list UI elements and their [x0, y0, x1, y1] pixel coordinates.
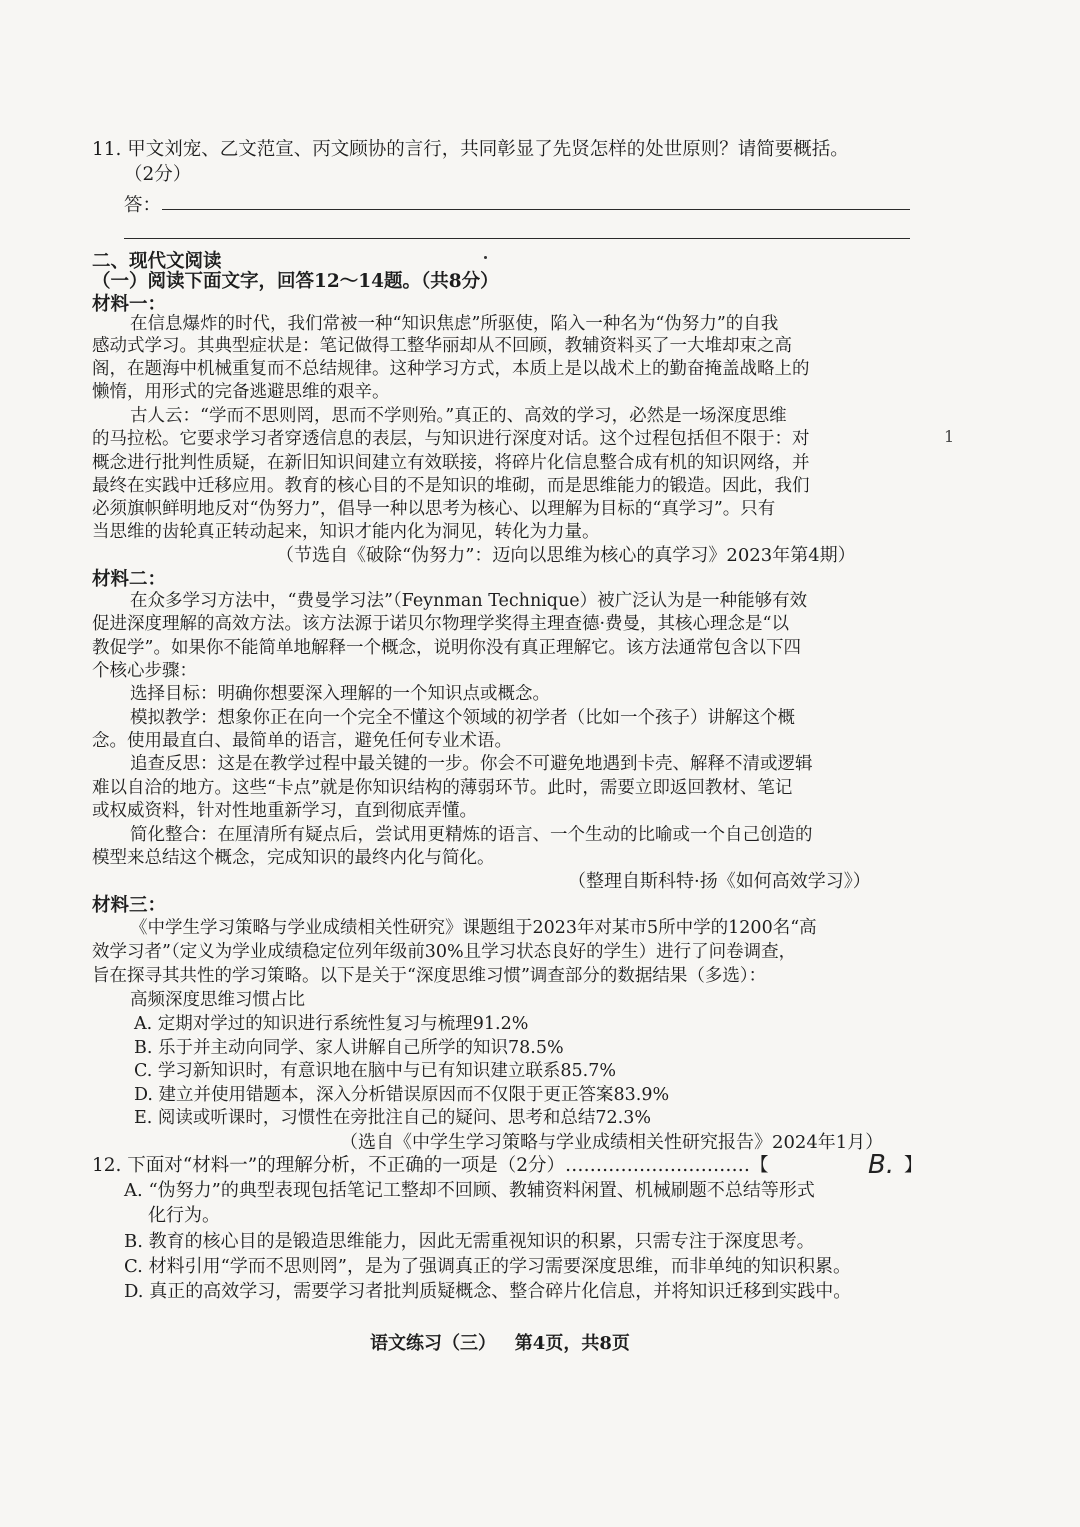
m2-line: 念。使用最直白、最简单的语言，避免任何专业术语。: [92, 731, 512, 751]
m2-line: 个核心步骤：: [92, 661, 197, 681]
m2-line: 模拟教学：想象你正在向一个完全不懂这个领域的初学者（比如一个孩子）讲解这个概: [130, 708, 795, 728]
m3-item: A. 定期对学过的知识进行系统性复习与梳理91.2%: [134, 1014, 529, 1034]
section-subtitle: （一）阅读下面文字，回答12～14题。（共8分）: [92, 271, 499, 292]
q12-option: A. “伪努力”的典型表现包括笔记工整却不回顾、教辅资料闲置、机械刷题不总结等形式: [124, 1180, 815, 1201]
m1-line: 当思维的齿轮真正转动起来，知识才能内化为洞见，转化为力量。: [92, 522, 600, 542]
m1-line: 感动式学习。其典型症状是：笔记做得工整华丽却从不回顾，教辅资料买了一大堆却束之高: [92, 336, 792, 356]
q12-option: B. 教育的核心目的是锻造思维能力，因此无需重视知识的积累，只需专注于深度思考。: [124, 1231, 815, 1252]
m1-line: 在信息爆炸的时代，我们常被一种“知识焦虑”所驱使，陷入一种名为“伪努力”的自我: [130, 314, 779, 334]
material2-label: 材料二：: [92, 569, 167, 590]
page-footer: 语文练习（三） 第4页，共8页: [370, 1333, 630, 1354]
q12-bracket-close: 】: [904, 1155, 923, 1176]
m3-item: E. 阅读或听课时，习惯性在旁批注自己的疑问、思考和总结72.3%: [134, 1108, 651, 1128]
material1-label: 材料一：: [92, 294, 167, 315]
q12-option: 化行为。: [148, 1205, 220, 1226]
m2-line: 模型来总结这个概念，完成知识的最终内化与简化。: [92, 848, 495, 868]
speck: [484, 256, 487, 259]
q12-stem: 12. 下面对“材料一”的理解分析，不正确的一项是（2分）…………………………【: [92, 1155, 769, 1176]
material3-label: 材料三：: [92, 895, 167, 916]
m3-item: B. 乐于并主动向同学、家人讲解自己所学的知识78.5%: [134, 1038, 564, 1058]
m1-line: 概念进行批判性质疑，在新旧知识间建立有效联接，将碎片化信息整合成有机的知识网络，并: [92, 453, 810, 473]
m2-line: 追查反思：这是在教学过程中最关键的一步。你会不可避免地遇到卡壳、解释不清或逻辑: [130, 754, 813, 774]
m2-line: 难以自洽的地方。这些“卡点”就是你知识结构的薄弱环节。此时，需要立即返回教材、笔记: [92, 778, 793, 798]
q11-line2: （2分）: [124, 164, 192, 185]
m1-line: 最终在实践中迁移应用。教育的核心目的不是知识的堆砌，而是思维能力的锻造。因此，我们: [92, 476, 810, 496]
m3-item: C. 学习新知识时，有意识地在脑中与已有知识建立联系85.7%: [134, 1061, 616, 1081]
q12-option: D. 真正的高效学习，需要学习者批判质疑概念、整合碎片化信息，并将知识迁移到实践中。: [124, 1281, 852, 1302]
m1-line: 的马拉松。它要求学习者穿透信息的表层，与知识进行深度对话。这个过程包括但不限于：对: [92, 429, 810, 449]
answer-line-1: [162, 209, 910, 210]
m2-line: 简化整合：在厘清所有疑点后，尝试用更精炼的语言、一个生动的比喻或一个自己创造的: [130, 825, 813, 845]
m1-line: 懒惰，用形式的完备逃避思维的艰辛。: [92, 382, 390, 402]
q11-line1: 11. 甲文刘宠、乙文范宣、丙文顾协的言行，共同彰显了先贤怎样的处世原则？请简要概括。: [92, 139, 849, 160]
handwritten-answer: B.: [868, 1150, 895, 1180]
m3-table-title: 高频深度思维习惯占比: [130, 990, 305, 1010]
section-title: 二、现代文阅读: [92, 251, 222, 272]
m3-item: D. 建立并使用错题本，深入分析错误原因而不仅限于更正答案83.9%: [134, 1085, 670, 1105]
m2-line: 或权威资料，针对性地重新学习，直到彻底弄懂。: [92, 801, 477, 821]
m2-line: 选择目标：明确你想要深入理解的一个知识点或概念。: [130, 684, 550, 704]
m1-line: 古人云：“学而不思则罔，思而不学则殆。”真正的、高效的学习，必然是一场深度思维: [130, 406, 787, 426]
m1-source: （节选自《破除“伪努力”：迈向以思维为核心的真学习》2023年第4期）: [276, 545, 856, 566]
m2-line: 促进深度理解的高效方法。该方法源于诺贝尔物理学奖得主理查德·费曼，其核心理念是“以: [92, 614, 790, 634]
answer-line-2: [124, 238, 910, 239]
q12-option: C. 材料引用“学而不思则罔”，是为了强调真正的学习需要深度思维，而非单纯的知识积累。: [124, 1256, 851, 1277]
m1-line: 必须旗帜鲜明地反对“伪努力”，倡导一种以思考为核心、以理解为目标的“真学习”。只有: [92, 499, 776, 519]
m3-source: （选自《中学生学习策略与学业成绩相关性研究报告》2024年1月）: [340, 1132, 884, 1153]
m3-line: 效学习者”（定义为学业成绩稳定位列年级前30%且学习状态良好的学生）进行了问卷调查，: [92, 942, 797, 962]
margin-mark: 1: [944, 427, 955, 446]
m2-source: （整理自斯科特·扬《如何高效学习》）: [568, 871, 871, 892]
m3-line: 旨在探寻其共性的学习策略。以下是关于“深度思维习惯”调查部分的数据结果（多选）：: [92, 966, 767, 986]
q11-answer-label: 答：: [124, 195, 162, 216]
m2-line: 教促学”。如果你不能简单地解释一个概念，说明你没有真正理解它。该方法通常包含以下四: [92, 638, 801, 658]
m1-line: 阁，在题海中机械重复而不总结规律。这种学习方式，本质上是以战术上的勤奋掩盖战略上的: [92, 359, 810, 379]
m3-line: 《中学生学习策略与学业成绩相关性研究》课题组于2023年对某市5所中学的1200名“高: [130, 918, 817, 938]
m2-line: 在众多学习方法中，“费曼学习法”（Feynman Technique）被广泛认为是一种能够有效: [130, 591, 808, 611]
